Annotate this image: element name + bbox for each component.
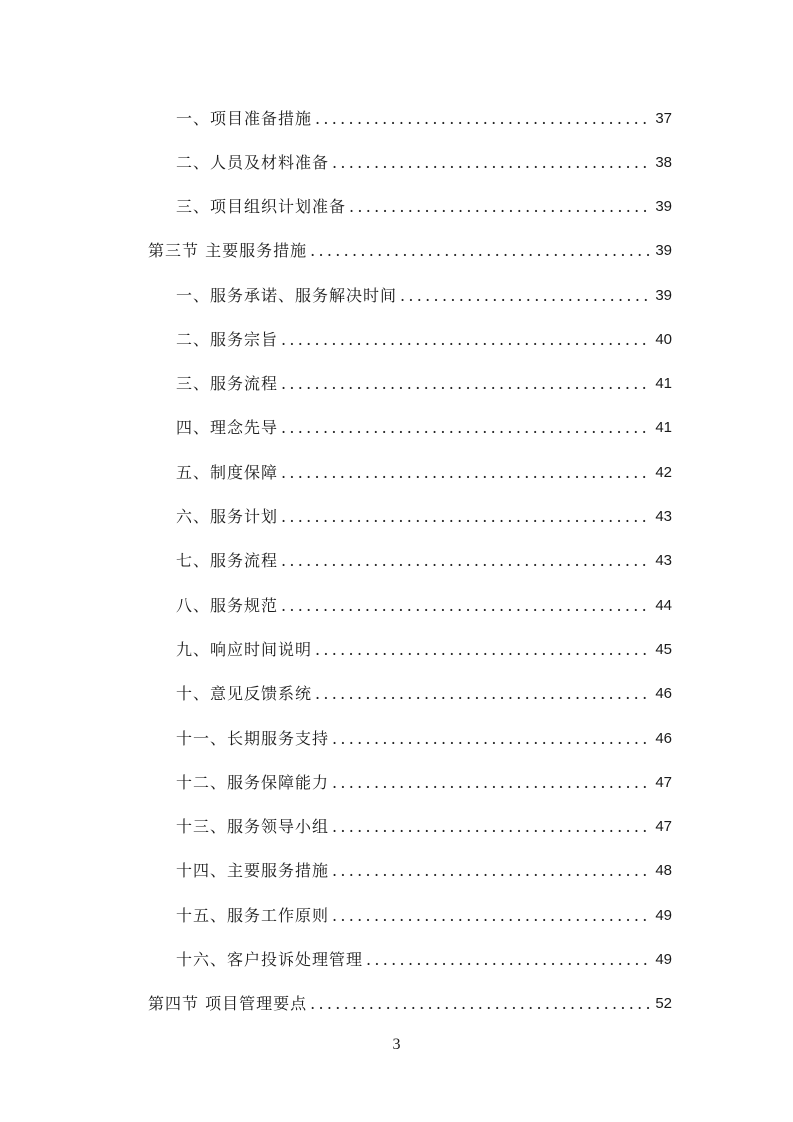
toc-leader-dots <box>281 460 651 486</box>
toc-entry[interactable] <box>176 371 672 397</box>
toc-entry-label: 第四节 项目管理要点 <box>148 994 308 1013</box>
toc-entry-page: 39 <box>655 287 672 304</box>
toc-leader-dots <box>332 903 651 929</box>
toc-leader-dots <box>315 106 651 132</box>
toc-entry-label: 三、项目组织计划准备 <box>176 197 347 216</box>
toc-entry-label: 第三节 主要服务措施 <box>148 241 308 260</box>
toc-entry[interactable] <box>176 593 672 619</box>
toc-entry-label: 二、人员及材料准备 <box>176 153 330 172</box>
toc-entry-label: 十一、长期服务支持 <box>176 729 330 748</box>
toc-entry[interactable] <box>176 415 672 441</box>
toc-entry[interactable] <box>176 637 672 663</box>
toc-entry[interactable] <box>176 460 672 486</box>
toc-entry[interactable] <box>176 770 672 796</box>
toc-entry-label: 五、制度保障 <box>176 463 279 482</box>
toc-section-entry[interactable] <box>148 238 672 264</box>
toc-entry[interactable] <box>176 903 672 929</box>
toc-entry-page: 39 <box>655 242 672 259</box>
toc-leader-dots <box>310 991 651 1017</box>
toc-entry-page: 40 <box>655 331 672 348</box>
toc-entry[interactable] <box>176 947 672 973</box>
toc-entry-label: 四、理念先导 <box>176 418 279 437</box>
toc-entry-label: 二、服务宗旨 <box>176 330 279 349</box>
toc-entry-label: 七、服务流程 <box>176 551 279 570</box>
toc-leader-dots <box>400 283 651 309</box>
toc-leader-dots <box>281 593 651 619</box>
toc-entry[interactable] <box>176 194 672 220</box>
toc-leader-dots <box>332 814 651 840</box>
toc-entry[interactable] <box>176 548 672 574</box>
toc-entry-page: 41 <box>655 419 672 436</box>
toc-leader-dots <box>332 770 651 796</box>
toc-entry-page: 43 <box>655 508 672 525</box>
toc-entry[interactable] <box>176 726 672 752</box>
toc-entry[interactable] <box>176 150 672 176</box>
toc-entry-page: 46 <box>655 730 672 747</box>
toc-entry-page: 48 <box>655 862 672 879</box>
toc-section-entry[interactable] <box>148 991 672 1017</box>
toc-entry-page: 42 <box>655 464 672 481</box>
toc-leader-dots <box>281 415 651 441</box>
toc-entry[interactable] <box>176 106 672 132</box>
toc-leader-dots <box>281 327 651 353</box>
toc-entry-label: 十、意见反馈系统 <box>176 684 313 703</box>
toc-leader-dots <box>310 238 651 264</box>
toc-entry-page: 52 <box>655 995 672 1012</box>
toc-entry-page: 47 <box>655 818 672 835</box>
toc-leader-dots <box>332 150 651 176</box>
toc-entry-page: 37 <box>655 110 672 127</box>
toc-leader-dots <box>332 726 651 752</box>
toc-entry-label: 一、项目准备措施 <box>176 109 313 128</box>
toc-entry[interactable] <box>176 327 672 353</box>
toc-leader-dots <box>281 504 651 530</box>
toc-entry-page: 49 <box>655 907 672 924</box>
toc-entry-page: 41 <box>655 375 672 392</box>
toc-entry-page: 45 <box>655 641 672 658</box>
toc-entry-page: 46 <box>655 685 672 702</box>
toc-entry[interactable] <box>176 504 672 530</box>
toc-entry[interactable] <box>176 681 672 707</box>
toc-entry-page: 49 <box>655 951 672 968</box>
toc-entry-label: 十三、服务领导小组 <box>176 817 330 836</box>
toc-entry[interactable] <box>176 858 672 884</box>
toc-entry-label: 八、服务规范 <box>176 596 279 615</box>
toc-leader-dots <box>315 637 651 663</box>
toc-entry-page: 44 <box>655 597 672 614</box>
toc-entry-label: 三、服务流程 <box>176 374 279 393</box>
toc-leader-dots <box>315 681 651 707</box>
toc-leader-dots <box>349 194 651 220</box>
toc-leader-dots <box>332 858 651 884</box>
toc-entry-page: 43 <box>655 552 672 569</box>
toc-entry-page: 38 <box>655 154 672 171</box>
toc-entry-label: 十二、服务保障能力 <box>176 773 330 792</box>
toc-entry-page: 47 <box>655 774 672 791</box>
toc-entry-label: 九、响应时间说明 <box>176 640 313 659</box>
page-number: 3 <box>392 1036 401 1053</box>
toc-entry-label: 十四、主要服务措施 <box>176 861 330 880</box>
toc-leader-dots <box>366 947 651 973</box>
toc-entry[interactable] <box>176 814 672 840</box>
toc-entry[interactable] <box>176 283 672 309</box>
toc-entry-label: 十五、服务工作原则 <box>176 906 330 925</box>
toc-entry-label: 六、服务计划 <box>176 507 279 526</box>
toc-entry-label: 一、服务承诺、服务解决时间 <box>176 286 398 305</box>
toc-entry-label: 十六、客户投诉处理管理 <box>176 950 364 969</box>
toc-entry-page: 39 <box>655 198 672 215</box>
toc-leader-dots <box>281 548 651 574</box>
toc-leader-dots <box>281 371 651 397</box>
